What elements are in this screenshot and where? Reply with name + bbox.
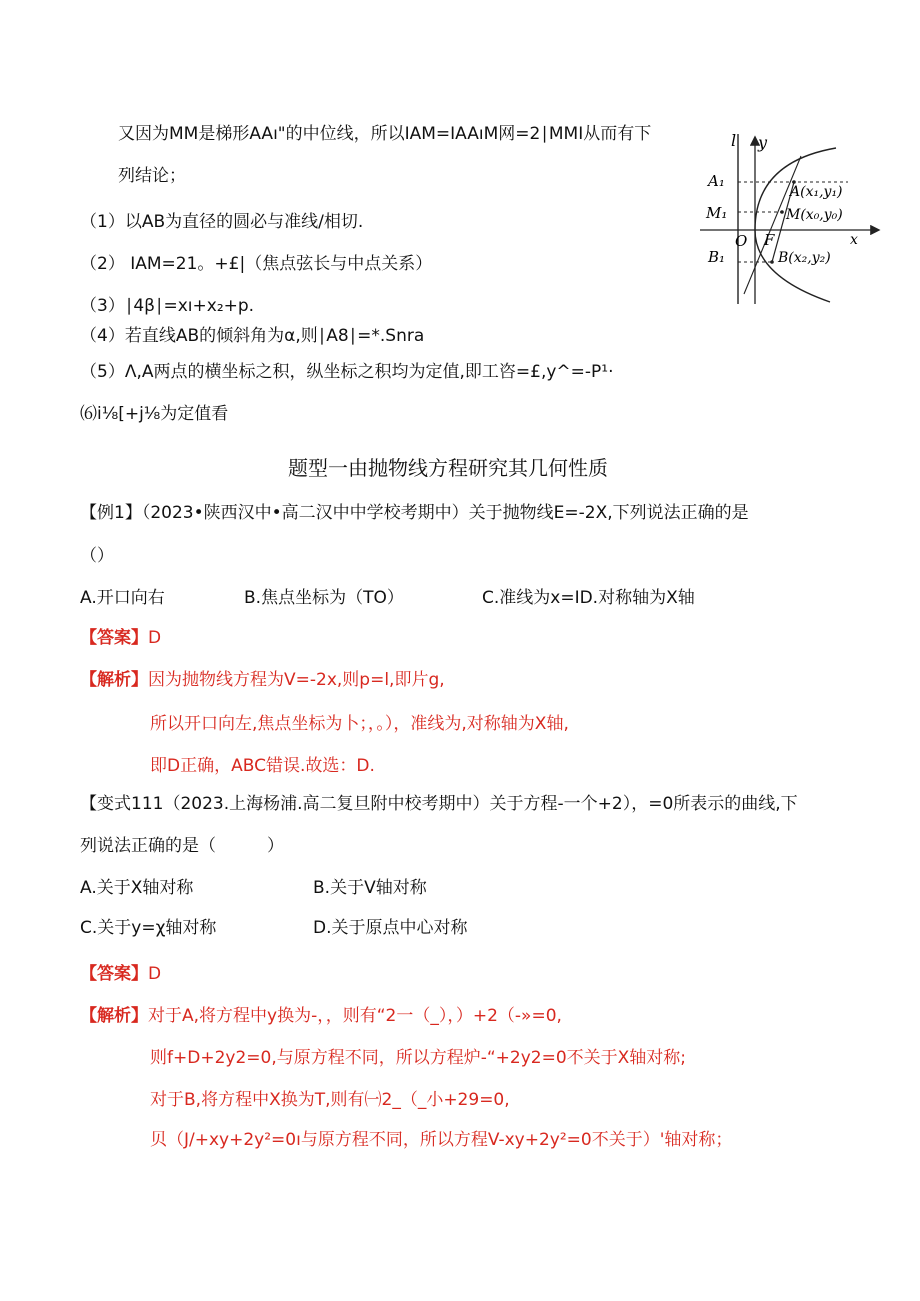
answer-value: D	[148, 628, 162, 648]
label-f: F	[764, 231, 775, 249]
conclusion-item: （3）∣4β∣=xı+x₂+p.	[80, 296, 255, 316]
label-y: y	[758, 133, 768, 152]
label-b: B(x₂,y₂)	[778, 250, 831, 266]
analysis-line: 即D正确，ABC错误.故选：D.	[150, 756, 375, 776]
analysis-tag: 【解析】	[80, 670, 148, 690]
option-c: C.准线为x=ID.对称轴为X轴	[482, 588, 695, 608]
analysis-text: 因为抛物线方程为V=-2x,则p=l,即片g,	[148, 670, 445, 690]
conclusion-item: （4）若直线AB的倾斜角为α,则∣A8∣=*.Snra	[80, 326, 425, 346]
answer-tag: 【答案】	[80, 964, 148, 984]
variant-question-line-1: 【变式111（2023.上海杨浦.高二复旦附中校考期中）关于方程-一个+2），=0所表示的曲线,下	[80, 794, 798, 814]
conclusion-item: ⑹i⅛[+j⅛为定值看	[80, 404, 229, 424]
conclusion-item: （2） IAM=21。+£|（焦点弦长与中点关系）	[80, 254, 433, 274]
option-b: B.焦点坐标为（TO）	[244, 588, 404, 608]
intro-line-1: 又因为MM是梯形AAı"的中位线，所以IAM=IAAıM网=2∣MMI从而有下	[118, 124, 652, 144]
analysis-row	[80, 668, 445, 692]
label-x: x	[850, 232, 858, 248]
intro-line-2: 列结论；	[118, 166, 186, 186]
section-title: 题型一由抛物线方程研究其几何性质	[288, 456, 608, 480]
label-a: A(x₁,y₁)	[790, 184, 843, 200]
option-a: A.关于X轴对称	[80, 878, 194, 898]
analysis-line: 对于B,将方程中X换为T,则有㈠2_（_小+29=0,	[150, 1090, 510, 1110]
example-question-line-2: （）	[80, 546, 114, 566]
label-l: l	[731, 131, 737, 150]
tangent-line	[744, 156, 801, 294]
conclusion-item: （1）以AB为直径的圆必与准线/相切.	[80, 212, 364, 232]
option-d: D.关于原点中心对称	[313, 918, 468, 938]
analysis-text: 对于A,将方程中y换为-，，则有“2一（_），）+2（-»=0,	[148, 1006, 562, 1026]
label-b1: B₁	[708, 248, 726, 266]
answer-row	[80, 626, 161, 650]
point-b	[770, 260, 774, 264]
conclusion-item: （5）Λ,A两点的横坐标之积，纵坐标之积均为定值,即工咨=£,y^=-P¹·	[80, 362, 614, 382]
answer-row	[80, 962, 161, 986]
analysis-line: 则f+D+2y2=0,与原方程不同，所以方程炉-“+2y2=0不关于X轴对称;	[150, 1048, 687, 1068]
label-o: O	[735, 232, 748, 250]
answer-tag: 【答案】	[80, 628, 148, 648]
label-m: M(x₀,y₀)	[786, 207, 843, 223]
option-c: C.关于y=χ轴对称	[80, 918, 217, 938]
example-question-line-1: 【例1】（2023•陕西汉中•高二汉中中学校考期中）关于抛物线E=-2X,下列说法正确的是	[80, 503, 749, 523]
answer-value: D	[148, 964, 162, 984]
variant-question-line-2: 列说法正确的是（ ）	[80, 836, 284, 856]
option-b: B.关于V轴对称	[313, 878, 427, 898]
analysis-row	[80, 1004, 562, 1028]
analysis-line: 贝（J/+xy+2y²=0ı与原方程不同，所以方程V-xy+2y²=0不关于）'轴对称；	[150, 1130, 733, 1150]
label-m1: M₁	[706, 204, 728, 222]
option-a: A.开口向右	[80, 588, 165, 608]
analysis-line: 所以开口向左,焦点坐标为卜；，。），准线为,对称轴为X轴,	[150, 714, 569, 734]
point-m	[780, 210, 784, 214]
analysis-tag: 【解析】	[80, 1006, 148, 1026]
label-a1: A₁	[708, 172, 725, 190]
parabola-figure	[698, 126, 884, 306]
